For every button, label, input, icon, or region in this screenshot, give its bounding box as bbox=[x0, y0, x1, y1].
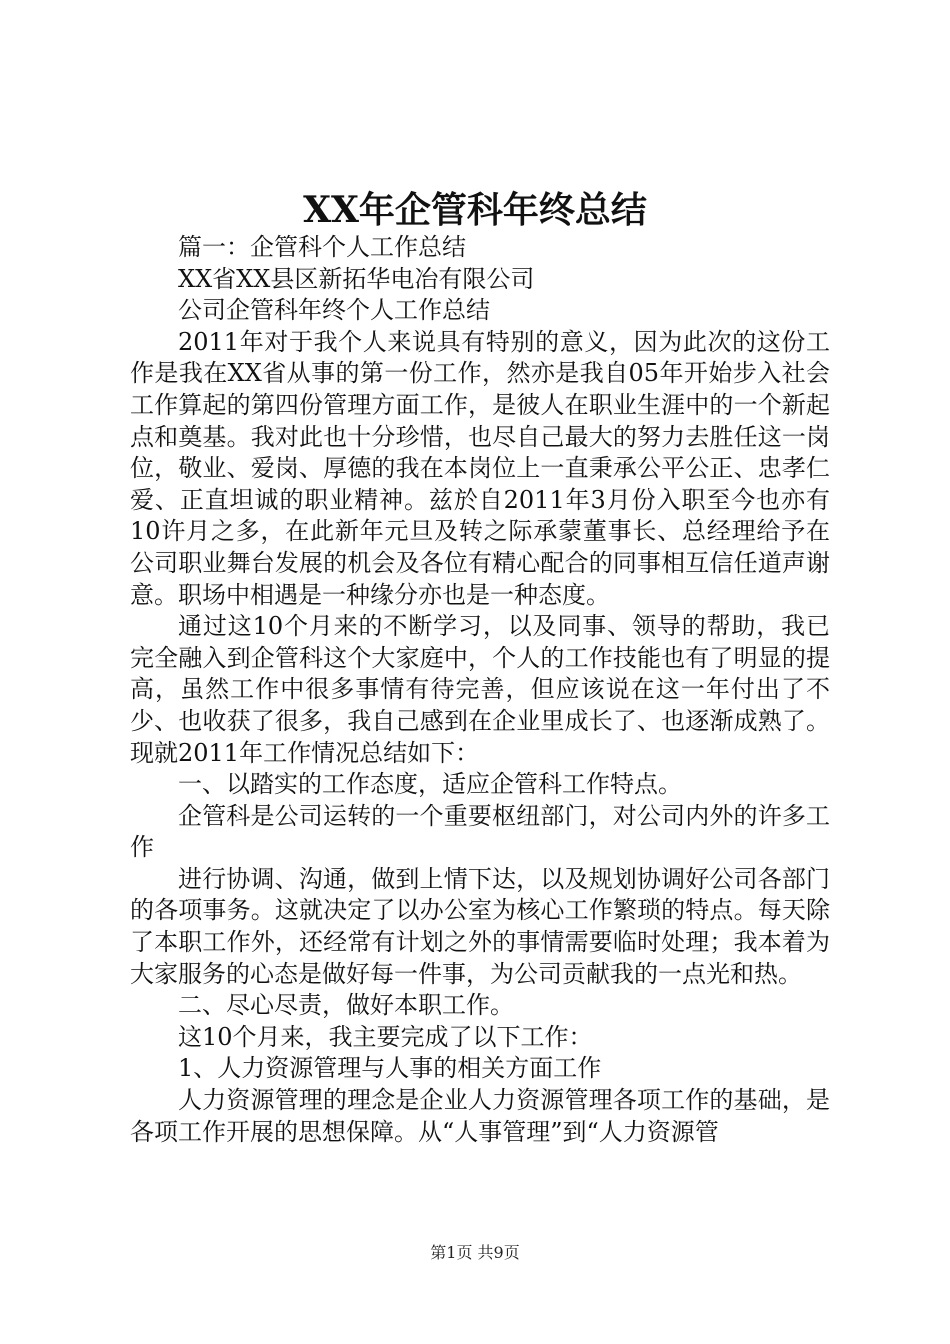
paragraph-hr-body: 人力资源管理的理念是企业人力资源管理各项工作的基础，是各项工作开展的思想保障。从“人事管理”到“人力资源管 bbox=[130, 1086, 830, 1146]
document-title: XX年企管科年终总结 bbox=[303, 189, 647, 231]
paragraph-subtitle: 公司企管科年终个人工作总结 bbox=[178, 296, 490, 325]
paragraph-hr-heading: 1、人力资源管理与人事的相关方面工作 bbox=[178, 1054, 602, 1083]
paragraph-section-one-heading: 一、以踏实的工作态度，适应企管科工作特点。 bbox=[178, 770, 682, 799]
paragraph-learning: 通过这10个月来的不断学习，以及同事、领导的帮助，我已完全融入到企管科这个大家庭中，个人的工作技能也有了明显的提高，虽然工作中很多事情有待完善，但应该说在这一年付出了不少、也收获了很多，我自己感到在企业里成长了、也逐渐成熟了。现就2011年工作情况总结如下： bbox=[130, 612, 830, 767]
page-footer: 第1页 共9页 bbox=[430, 1243, 520, 1262]
paragraph-coordination: 进行协调、沟通，做到上情下达，以及规划协调好公司各部门的各项事务。这就决定了以办公室为核心工作繁琐的特点。每天除了本职工作外，还经常有计划之外的事情需要临时处理；我本着为大家服务的心态是做好每一件事，为公司贡献我的一点光和热。 bbox=[130, 864, 830, 988]
paragraph-heading-part-one: 篇一：企管科个人工作总结 bbox=[178, 233, 466, 261]
paragraph-intro: 2011年对于我个人来说具有特别的意义，因为此次的这份工作是我在XX省从事的第一份工作，然亦是我自05年开始步入社会工作算起的第四份管理方面工作，是彼人在职业生涯中的一个新起点和奠基。我对此也十分珍惜，也尽自己最大的努力去胜任这一岗位，敬业、爱岗、厚德的我在本岗位上一直秉承公平公正、忠孝仁爱、正直坦诚的职业精神。兹於自2011年3月份入职至今也亦有10许月之多，在此新年元旦及转之际承蒙董事长、总经理给予在公司职业舞台发展的机会及各位有精心配合的同事相互信任道声谢意。职场中相遇是一种缘分亦也是一种态度。 bbox=[130, 327, 830, 609]
paragraph-work-summary: 这10个月来，我主要完成了以下工作： bbox=[178, 1022, 593, 1051]
paragraph-section-two-heading: 二、尽心尽责，做好本职工作。 bbox=[178, 991, 514, 1020]
paragraph-section-one-body: 企管科是公司运转的一个重要枢纽部门，对公司内外的许多工作 bbox=[130, 801, 830, 862]
document-body bbox=[130, 232, 830, 1148]
paragraph-company-name: XX省XX县区新拓华电冶有限公司 bbox=[178, 264, 535, 293]
